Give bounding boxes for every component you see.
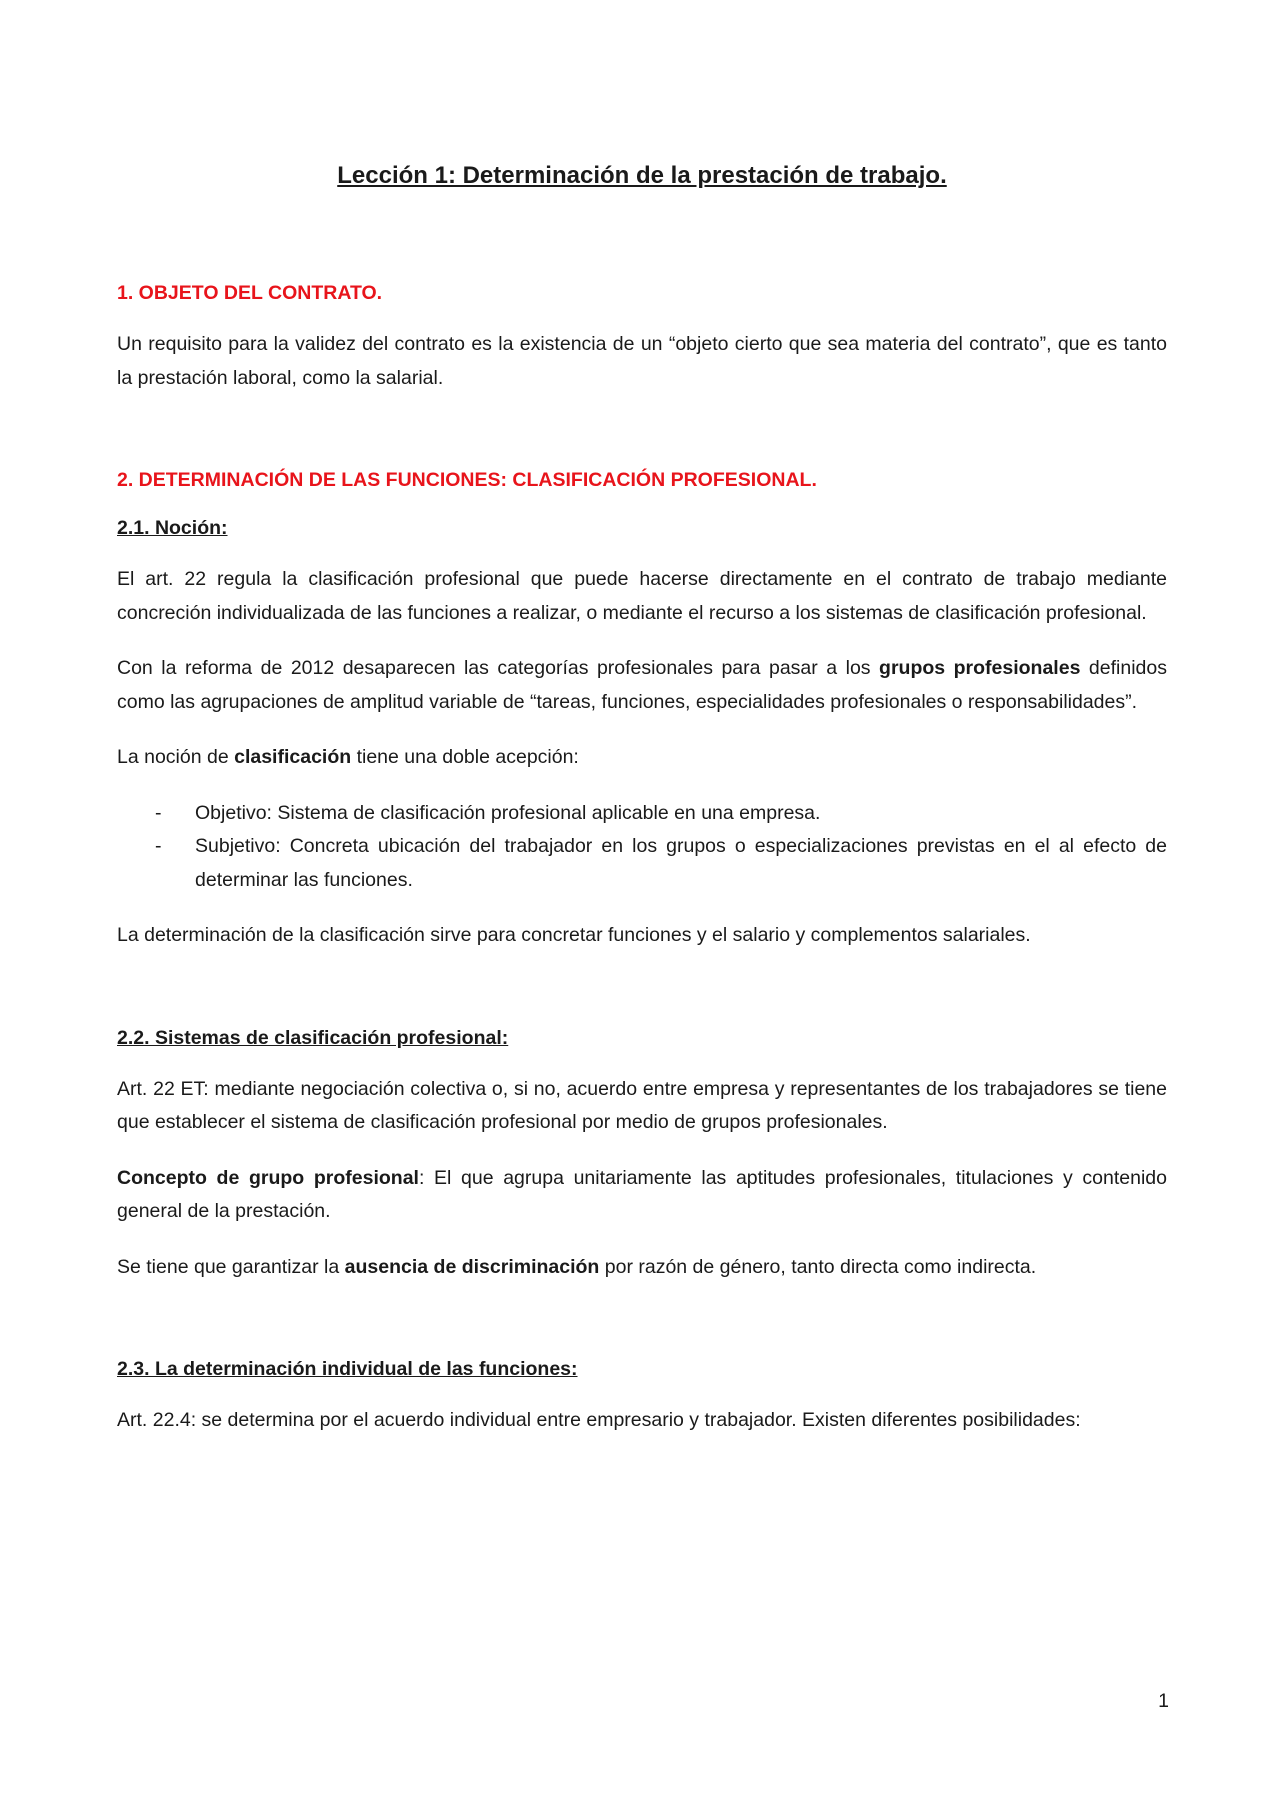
list-item-text: Objetivo: Sistema de clasificación profesional aplicable en una empresa. <box>195 801 821 824</box>
list-item <box>117 830 1167 897</box>
bold-term-concepto-grupo: Concepto de grupo profesional <box>117 1166 419 1189</box>
list-item-text: Subjetivo: Concreta ubicación del trabajador en los grupos o especializaciones previstas en el al efecto de determinar las funciones. <box>195 835 1167 891</box>
page-number: 1 <box>1158 1690 1169 1712</box>
text-run: : El que agrupa unitariamente las aptitudes profesionales, titulaciones y contenido general de la prestación. <box>117 1166 1167 1222</box>
bold-term-grupos-profesionales: grupos profesionales <box>879 657 1081 679</box>
bold-term-ausencia-discriminacion: ausencia de discriminación <box>344 1255 600 1278</box>
subsection-2-2-paragraph-1: Art. 22 ET: mediante negociación colectiva o, si no, acuerdo entre empresa y representantes de los trabajadores se tiene que establecer el sistema de clasificación profesional por medio de grupos profesionales. <box>117 1077 1167 1133</box>
text-run: Con la reforma de 2012 desaparecen las categorías profesionales para pasar a los <box>117 657 880 679</box>
text-run: por razón de género, tanto directa como indirecta. <box>599 1255 1037 1278</box>
text-run: Se tiene que garantizar la <box>117 1255 345 1278</box>
subsection-2-2-heading: 2.2. Sistemas de clasificación profesional: <box>117 1026 509 1049</box>
bullet-dash: - <box>155 835 162 857</box>
subsection-2-1-paragraph-1: El art. 22 regula la clasificación profesional que puede hacerse directamente en el contrato de trabajo mediante concreción individualizada de las funciones a realizar, o mediante el recurso a los sistemas de clasificación profesional. <box>117 568 1167 624</box>
subsection-2-3-heading: 2.3. La determinación individual de las funciones: <box>117 1358 578 1380</box>
subsection-2-2-paragraph-3 <box>117 1251 1167 1285</box>
text-run: definidos como las agrupaciones de amplitud variable de “tareas, funciones, especialidades profesionales o responsabilidades”. <box>117 657 1167 713</box>
text-run: La noción de <box>117 746 235 768</box>
subsection-2-1-paragraph-4: La determinación de la clasificación sirve para concretar funciones y el salario y complementos salariales. <box>117 924 1031 946</box>
subsection-2-2-paragraph-2 <box>117 1162 1167 1229</box>
text-run: tiene una doble acepción: <box>351 746 579 768</box>
page-content <box>117 160 1167 1460</box>
bullet-dash: - <box>155 801 162 824</box>
subsection-2-1-paragraph-2 <box>117 652 1167 719</box>
subsection-2-1-heading: 2.1. Noción: <box>117 517 228 539</box>
section-1-paragraph: Un requisito para la validez del contrato es la existencia de un “objeto cierto que sea materia del contrato”, que es tanto la prestación laboral, como la salarial. <box>117 333 1167 389</box>
document-title: Lección 1: Determinación de la prestación de trabajo. <box>337 162 947 189</box>
section-1-heading: 1. OBJETO DEL CONTRATO. <box>117 282 383 304</box>
bold-term-clasificacion: clasificación <box>234 746 352 768</box>
subsection-2-1-paragraph-3 <box>117 741 1167 775</box>
subsection-2-3-paragraph-1: Art. 22.4: se determina por el acuerdo individual entre empresario y trabajador. Existen diferentes posibilidades: <box>117 1409 1081 1431</box>
list-item <box>117 797 1167 831</box>
acepcion-list <box>117 797 1167 898</box>
section-2-heading: 2. DETERMINACIÓN DE LAS FUNCIONES: CLASIFICACIÓN PROFESIONAL. <box>117 469 817 491</box>
